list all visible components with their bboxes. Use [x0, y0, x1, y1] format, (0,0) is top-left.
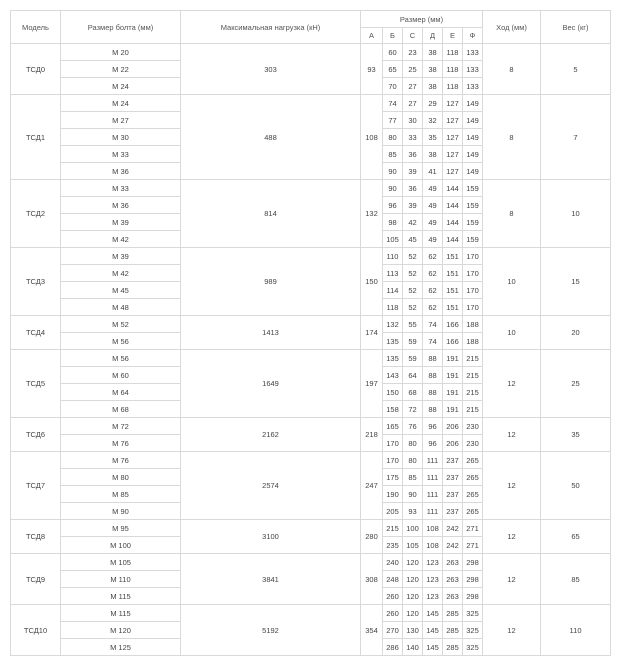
- bolt-size-cell: М 100: [61, 537, 181, 554]
- dim-f-cell: 298: [463, 554, 483, 571]
- dim-b-cell: 240: [383, 554, 403, 571]
- bolt-size-cell: М 120: [61, 622, 181, 639]
- dim-f-cell: 230: [463, 435, 483, 452]
- dim-c-cell: 36: [403, 146, 423, 163]
- dim-e-cell: 206: [443, 435, 463, 452]
- bolt-size-cell: М 52: [61, 316, 181, 333]
- dim-e-cell: 285: [443, 605, 463, 622]
- dim-f-cell: 149: [463, 146, 483, 163]
- max-load-cell: 989: [181, 248, 361, 316]
- dim-f-cell: 149: [463, 163, 483, 180]
- dim-f-cell: 159: [463, 231, 483, 248]
- table-row: [11, 418, 611, 435]
- header-weight: Вес (кг): [541, 11, 611, 44]
- dim-e-cell: 237: [443, 503, 463, 520]
- dim-e-cell: 144: [443, 197, 463, 214]
- header-max-load: Максимальная нагрузка (кН): [181, 11, 361, 44]
- dim-d-cell: 123: [423, 554, 443, 571]
- dim-d-cell: 145: [423, 639, 443, 656]
- stroke-cell: 8: [483, 180, 541, 248]
- dim-a-cell: 247: [361, 452, 383, 520]
- dim-f-cell: 133: [463, 78, 483, 95]
- dim-a-cell: 132: [361, 180, 383, 248]
- table-row: [11, 95, 611, 112]
- dim-f-cell: 133: [463, 61, 483, 78]
- model-name-cell: ТСД1: [11, 95, 61, 180]
- dim-c-cell: 59: [403, 333, 423, 350]
- dim-e-cell: 263: [443, 554, 463, 571]
- header-size-group: Размер (мм): [361, 11, 483, 28]
- dim-f-cell: 215: [463, 367, 483, 384]
- dim-d-cell: 41: [423, 163, 443, 180]
- dim-c-cell: 25: [403, 61, 423, 78]
- bolt-size-cell: М 42: [61, 231, 181, 248]
- dim-e-cell: 242: [443, 520, 463, 537]
- header-dim-f: Ф: [463, 28, 483, 44]
- dim-c-cell: 140: [403, 639, 423, 656]
- dim-c-cell: 33: [403, 129, 423, 146]
- weight-cell: 110: [541, 605, 611, 656]
- dim-e-cell: 166: [443, 316, 463, 333]
- bolt-size-cell: М 48: [61, 299, 181, 316]
- dim-f-cell: 271: [463, 520, 483, 537]
- weight-cell: 10: [541, 180, 611, 248]
- dim-f-cell: 265: [463, 503, 483, 520]
- dim-d-cell: 74: [423, 316, 443, 333]
- max-load-cell: 488: [181, 95, 361, 180]
- dim-f-cell: 265: [463, 452, 483, 469]
- header-bolt-size: Размер болта (мм): [61, 11, 181, 44]
- dim-c-cell: 52: [403, 265, 423, 282]
- dim-b-cell: 170: [383, 452, 403, 469]
- dim-f-cell: 159: [463, 180, 483, 197]
- model-name-cell: ТСД10: [11, 605, 61, 656]
- header-stroke: Ход (мм): [483, 11, 541, 44]
- dim-b-cell: 77: [383, 112, 403, 129]
- dim-f-cell: 271: [463, 537, 483, 554]
- dim-d-cell: 49: [423, 197, 443, 214]
- dim-d-cell: 108: [423, 537, 443, 554]
- bolt-size-cell: М 60: [61, 367, 181, 384]
- model-name-cell: ТСД0: [11, 44, 61, 95]
- dim-c-cell: 85: [403, 469, 423, 486]
- table-row: [11, 605, 611, 622]
- dim-d-cell: 49: [423, 231, 443, 248]
- dim-c-cell: 120: [403, 554, 423, 571]
- bolt-size-cell: М 36: [61, 163, 181, 180]
- dim-b-cell: 70: [383, 78, 403, 95]
- model-name-cell: ТСД5: [11, 350, 61, 418]
- max-load-cell: 2574: [181, 452, 361, 520]
- dim-c-cell: 120: [403, 571, 423, 588]
- dim-e-cell: 237: [443, 469, 463, 486]
- dim-d-cell: 62: [423, 248, 443, 265]
- bolt-size-cell: М 85: [61, 486, 181, 503]
- bolt-size-cell: М 68: [61, 401, 181, 418]
- dim-e-cell: 191: [443, 401, 463, 418]
- dim-b-cell: 135: [383, 350, 403, 367]
- dim-e-cell: 242: [443, 537, 463, 554]
- bolt-size-cell: М 90: [61, 503, 181, 520]
- weight-cell: 50: [541, 452, 611, 520]
- stroke-cell: 12: [483, 520, 541, 554]
- bolt-size-cell: М 64: [61, 384, 181, 401]
- header-model: Модель: [11, 11, 61, 44]
- model-name-cell: ТСД7: [11, 452, 61, 520]
- dim-b-cell: 143: [383, 367, 403, 384]
- dim-d-cell: 111: [423, 452, 443, 469]
- weight-cell: 15: [541, 248, 611, 316]
- dim-d-cell: 145: [423, 605, 443, 622]
- bolt-size-cell: М 30: [61, 129, 181, 146]
- dim-d-cell: 38: [423, 61, 443, 78]
- max-load-cell: 814: [181, 180, 361, 248]
- dim-f-cell: 170: [463, 248, 483, 265]
- max-load-cell: 3100: [181, 520, 361, 554]
- dim-f-cell: 149: [463, 129, 483, 146]
- dim-d-cell: 29: [423, 95, 443, 112]
- weight-cell: 25: [541, 350, 611, 418]
- max-load-cell: 3841: [181, 554, 361, 605]
- stroke-cell: 12: [483, 418, 541, 452]
- dim-b-cell: 110: [383, 248, 403, 265]
- dim-e-cell: 263: [443, 571, 463, 588]
- weight-cell: 65: [541, 520, 611, 554]
- stroke-cell: 12: [483, 350, 541, 418]
- dim-c-cell: 52: [403, 248, 423, 265]
- dim-f-cell: 170: [463, 265, 483, 282]
- dim-f-cell: 170: [463, 299, 483, 316]
- dim-f-cell: 265: [463, 486, 483, 503]
- weight-cell: 20: [541, 316, 611, 350]
- model-name-cell: ТСД2: [11, 180, 61, 248]
- dim-b-cell: 215: [383, 520, 403, 537]
- dim-f-cell: 215: [463, 350, 483, 367]
- dim-b-cell: 114: [383, 282, 403, 299]
- dim-d-cell: 38: [423, 78, 443, 95]
- dim-d-cell: 62: [423, 299, 443, 316]
- dim-e-cell: 151: [443, 265, 463, 282]
- dim-c-cell: 59: [403, 350, 423, 367]
- bolt-size-cell: М 56: [61, 333, 181, 350]
- dim-c-cell: 36: [403, 180, 423, 197]
- dim-f-cell: 159: [463, 214, 483, 231]
- bolt-size-cell: М 22: [61, 61, 181, 78]
- dim-b-cell: 135: [383, 333, 403, 350]
- dim-f-cell: 265: [463, 469, 483, 486]
- model-name-cell: ТСД8: [11, 520, 61, 554]
- dim-e-cell: 151: [443, 248, 463, 265]
- dim-f-cell: 325: [463, 605, 483, 622]
- dim-e-cell: 144: [443, 231, 463, 248]
- table-row: [11, 180, 611, 197]
- dim-e-cell: 151: [443, 282, 463, 299]
- dim-b-cell: 170: [383, 435, 403, 452]
- dim-b-cell: 175: [383, 469, 403, 486]
- dim-a-cell: 308: [361, 554, 383, 605]
- dim-e-cell: 118: [443, 44, 463, 61]
- dim-b-cell: 158: [383, 401, 403, 418]
- dim-c-cell: 130: [403, 622, 423, 639]
- header-dim-a: А: [361, 28, 383, 44]
- dim-d-cell: 111: [423, 486, 443, 503]
- dim-c-cell: 23: [403, 44, 423, 61]
- dim-c-cell: 76: [403, 418, 423, 435]
- bolt-size-cell: М 45: [61, 282, 181, 299]
- dim-c-cell: 42: [403, 214, 423, 231]
- dim-e-cell: 206: [443, 418, 463, 435]
- dim-c-cell: 68: [403, 384, 423, 401]
- dim-b-cell: 286: [383, 639, 403, 656]
- weight-cell: 5: [541, 44, 611, 95]
- dim-e-cell: 191: [443, 350, 463, 367]
- dim-b-cell: 90: [383, 163, 403, 180]
- bolt-size-cell: М 42: [61, 265, 181, 282]
- dim-d-cell: 62: [423, 265, 443, 282]
- bolt-size-cell: М 56: [61, 350, 181, 367]
- dim-f-cell: 325: [463, 639, 483, 656]
- header-dim-e: Е: [443, 28, 463, 44]
- header-row-top: [11, 11, 611, 28]
- dim-f-cell: 149: [463, 112, 483, 129]
- dim-f-cell: 325: [463, 622, 483, 639]
- header-dim-b: Б: [383, 28, 403, 44]
- dim-e-cell: 127: [443, 112, 463, 129]
- bolt-size-cell: М 76: [61, 452, 181, 469]
- dim-f-cell: 188: [463, 333, 483, 350]
- dim-c-cell: 80: [403, 435, 423, 452]
- dim-c-cell: 100: [403, 520, 423, 537]
- dim-b-cell: 96: [383, 197, 403, 214]
- dim-e-cell: 191: [443, 367, 463, 384]
- dim-b-cell: 132: [383, 316, 403, 333]
- dim-f-cell: 298: [463, 571, 483, 588]
- dim-b-cell: 98: [383, 214, 403, 231]
- header-dim-c: С: [403, 28, 423, 44]
- bolt-size-cell: М 95: [61, 520, 181, 537]
- table-body: [11, 44, 611, 656]
- dim-d-cell: 38: [423, 44, 443, 61]
- dim-c-cell: 39: [403, 197, 423, 214]
- header-dim-d: Д: [423, 28, 443, 44]
- dim-c-cell: 55: [403, 316, 423, 333]
- dim-e-cell: 263: [443, 588, 463, 605]
- dim-d-cell: 35: [423, 129, 443, 146]
- dim-d-cell: 96: [423, 435, 443, 452]
- stroke-cell: 10: [483, 248, 541, 316]
- bolt-size-cell: М 115: [61, 605, 181, 622]
- bolt-size-cell: М 125: [61, 639, 181, 656]
- dim-e-cell: 127: [443, 163, 463, 180]
- table-row: [11, 44, 611, 61]
- dim-b-cell: 165: [383, 418, 403, 435]
- bolt-size-cell: М 36: [61, 197, 181, 214]
- dim-f-cell: 215: [463, 401, 483, 418]
- dim-e-cell: 127: [443, 129, 463, 146]
- specification-table: [10, 10, 611, 656]
- model-name-cell: ТСД9: [11, 554, 61, 605]
- dim-c-cell: 64: [403, 367, 423, 384]
- table-row: [11, 452, 611, 469]
- dim-c-cell: 52: [403, 282, 423, 299]
- max-load-cell: 303: [181, 44, 361, 95]
- dim-d-cell: 38: [423, 146, 443, 163]
- dim-d-cell: 96: [423, 418, 443, 435]
- dim-d-cell: 88: [423, 384, 443, 401]
- dim-d-cell: 111: [423, 469, 443, 486]
- bolt-size-cell: М 20: [61, 44, 181, 61]
- dim-b-cell: 235: [383, 537, 403, 554]
- dim-e-cell: 127: [443, 146, 463, 163]
- dim-d-cell: 88: [423, 367, 443, 384]
- dim-a-cell: 108: [361, 95, 383, 180]
- bolt-size-cell: М 33: [61, 180, 181, 197]
- weight-cell: 35: [541, 418, 611, 452]
- dim-f-cell: 149: [463, 95, 483, 112]
- dim-d-cell: 108: [423, 520, 443, 537]
- bolt-size-cell: М 80: [61, 469, 181, 486]
- dim-a-cell: 354: [361, 605, 383, 656]
- dim-d-cell: 74: [423, 333, 443, 350]
- dim-c-cell: 45: [403, 231, 423, 248]
- dim-b-cell: 80: [383, 129, 403, 146]
- dim-c-cell: 39: [403, 163, 423, 180]
- dim-c-cell: 120: [403, 588, 423, 605]
- dim-c-cell: 90: [403, 486, 423, 503]
- dim-e-cell: 166: [443, 333, 463, 350]
- dim-b-cell: 113: [383, 265, 403, 282]
- model-name-cell: ТСД6: [11, 418, 61, 452]
- table-row: [11, 248, 611, 265]
- dim-c-cell: 72: [403, 401, 423, 418]
- dim-e-cell: 118: [443, 78, 463, 95]
- dim-a-cell: 197: [361, 350, 383, 418]
- dim-f-cell: 133: [463, 44, 483, 61]
- dim-d-cell: 88: [423, 401, 443, 418]
- dim-b-cell: 260: [383, 605, 403, 622]
- bolt-size-cell: М 72: [61, 418, 181, 435]
- table-row: [11, 316, 611, 333]
- dim-a-cell: 150: [361, 248, 383, 316]
- dim-b-cell: 85: [383, 146, 403, 163]
- dim-b-cell: 270: [383, 622, 403, 639]
- dim-a-cell: 280: [361, 520, 383, 554]
- dim-a-cell: 218: [361, 418, 383, 452]
- dim-d-cell: 49: [423, 214, 443, 231]
- dim-d-cell: 49: [423, 180, 443, 197]
- max-load-cell: 2162: [181, 418, 361, 452]
- dim-e-cell: 144: [443, 214, 463, 231]
- stroke-cell: 10: [483, 316, 541, 350]
- dim-e-cell: 237: [443, 486, 463, 503]
- dim-e-cell: 151: [443, 299, 463, 316]
- bolt-size-cell: М 24: [61, 95, 181, 112]
- dim-c-cell: 52: [403, 299, 423, 316]
- stroke-cell: 8: [483, 95, 541, 180]
- stroke-cell: 8: [483, 44, 541, 95]
- dim-f-cell: 230: [463, 418, 483, 435]
- dim-e-cell: 285: [443, 639, 463, 656]
- dim-f-cell: 170: [463, 282, 483, 299]
- bolt-size-cell: М 27: [61, 112, 181, 129]
- stroke-cell: 12: [483, 452, 541, 520]
- dim-c-cell: 27: [403, 78, 423, 95]
- dim-b-cell: 150: [383, 384, 403, 401]
- max-load-cell: 1413: [181, 316, 361, 350]
- weight-cell: 7: [541, 95, 611, 180]
- dim-f-cell: 188: [463, 316, 483, 333]
- bolt-size-cell: М 115: [61, 588, 181, 605]
- dim-c-cell: 105: [403, 537, 423, 554]
- bolt-size-cell: М 39: [61, 214, 181, 231]
- bolt-size-cell: М 24: [61, 78, 181, 95]
- dim-f-cell: 298: [463, 588, 483, 605]
- model-name-cell: ТСД3: [11, 248, 61, 316]
- dim-b-cell: 260: [383, 588, 403, 605]
- dim-e-cell: 118: [443, 61, 463, 78]
- dim-c-cell: 93: [403, 503, 423, 520]
- dim-c-cell: 80: [403, 452, 423, 469]
- dim-b-cell: 105: [383, 231, 403, 248]
- bolt-size-cell: М 110: [61, 571, 181, 588]
- dim-c-cell: 27: [403, 95, 423, 112]
- dim-a-cell: 174: [361, 316, 383, 350]
- dim-d-cell: 111: [423, 503, 443, 520]
- dim-b-cell: 118: [383, 299, 403, 316]
- dim-b-cell: 205: [383, 503, 403, 520]
- dim-e-cell: 144: [443, 180, 463, 197]
- dim-b-cell: 65: [383, 61, 403, 78]
- max-load-cell: 5192: [181, 605, 361, 656]
- bolt-size-cell: М 33: [61, 146, 181, 163]
- dim-f-cell: 215: [463, 384, 483, 401]
- dim-e-cell: 237: [443, 452, 463, 469]
- dim-a-cell: 93: [361, 44, 383, 95]
- dim-c-cell: 120: [403, 605, 423, 622]
- dim-d-cell: 123: [423, 571, 443, 588]
- dim-e-cell: 191: [443, 384, 463, 401]
- max-load-cell: 1649: [181, 350, 361, 418]
- table-header: [11, 11, 611, 44]
- dim-d-cell: 123: [423, 588, 443, 605]
- weight-cell: 85: [541, 554, 611, 605]
- dim-b-cell: 90: [383, 180, 403, 197]
- dim-b-cell: 190: [383, 486, 403, 503]
- model-name-cell: ТСД4: [11, 316, 61, 350]
- table-row: [11, 554, 611, 571]
- dim-b-cell: 60: [383, 44, 403, 61]
- dim-c-cell: 30: [403, 112, 423, 129]
- dim-f-cell: 159: [463, 197, 483, 214]
- stroke-cell: 12: [483, 605, 541, 656]
- dim-d-cell: 62: [423, 282, 443, 299]
- bolt-size-cell: М 105: [61, 554, 181, 571]
- dim-d-cell: 145: [423, 622, 443, 639]
- stroke-cell: 12: [483, 554, 541, 605]
- bolt-size-cell: М 39: [61, 248, 181, 265]
- dim-b-cell: 248: [383, 571, 403, 588]
- dim-b-cell: 74: [383, 95, 403, 112]
- table-row: [11, 520, 611, 537]
- dim-e-cell: 127: [443, 95, 463, 112]
- dim-d-cell: 88: [423, 350, 443, 367]
- table-row: [11, 350, 611, 367]
- dim-e-cell: 285: [443, 622, 463, 639]
- dim-d-cell: 32: [423, 112, 443, 129]
- bolt-size-cell: М 76: [61, 435, 181, 452]
